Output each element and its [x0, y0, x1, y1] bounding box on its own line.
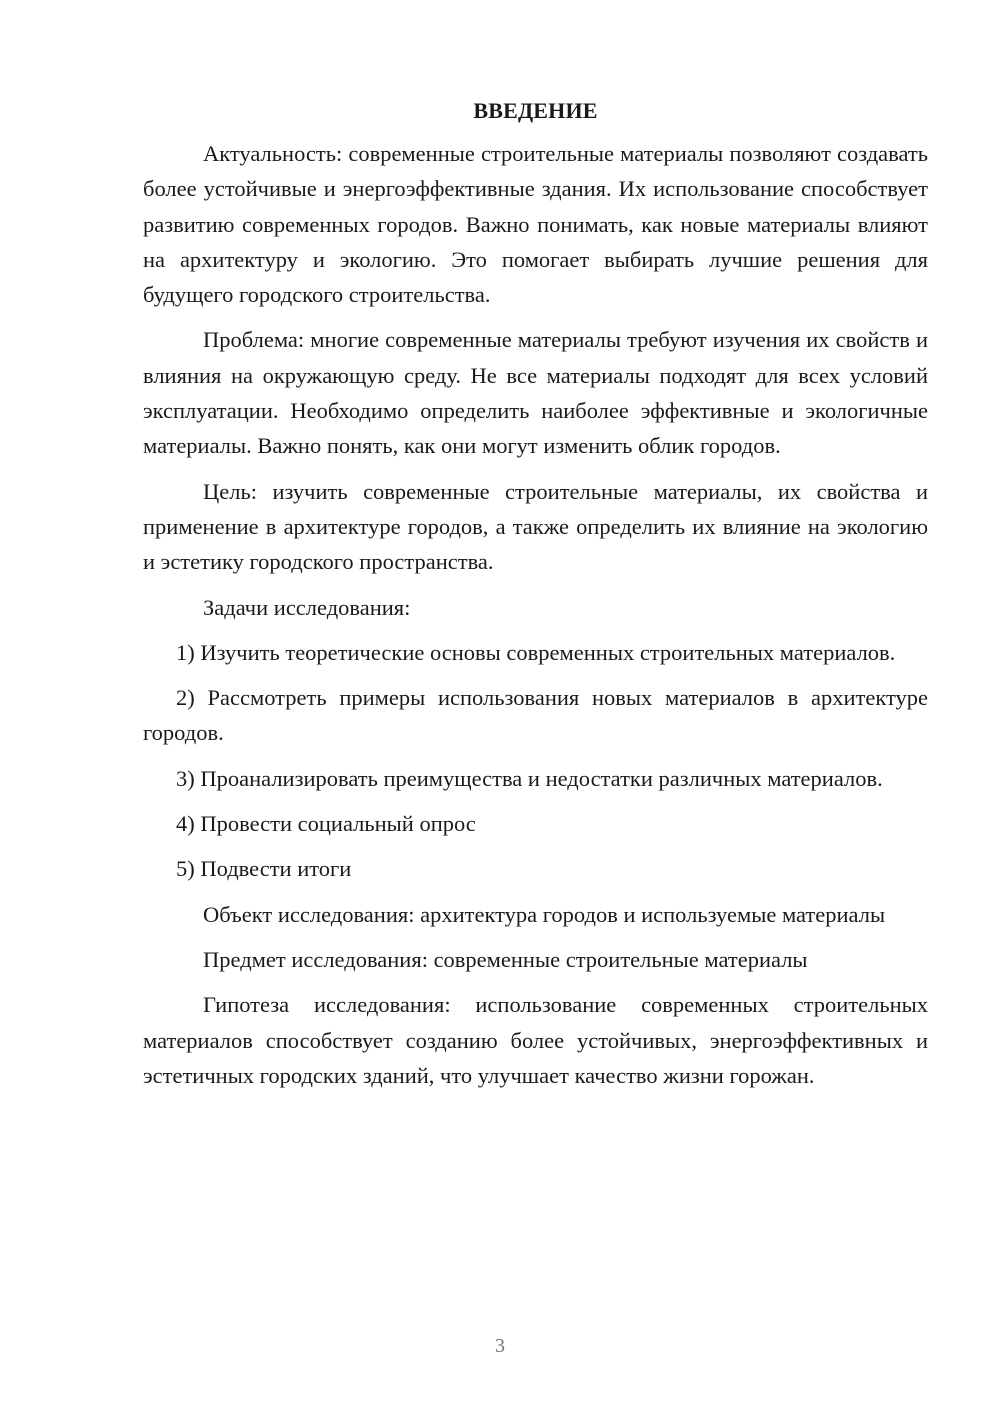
subject-paragraph: Предмет исследования: современные строительные материалы	[203, 946, 808, 972]
goal-paragraph: Цель: изучить современные строительные материалы, их свойства и применение в архитектуре городов, а также определить их влияние на экологию и эстетику городского пространства.	[143, 478, 928, 575]
relevance-paragraph: Актуальность: современные строительные материалы позволяют создавать более устойчивые и энергоэффективные здания. Их использование способствует развитию современных городов. Важно понимать, как новые материалы влияют на архитектуру и экологию. Это помогает выбирать лучшие решения для будущего городского строительства.	[143, 141, 928, 308]
task-item-1: 1) Изучить теоретические основы современных строительных материалов.	[176, 639, 896, 665]
hypothesis-paragraph: Гипотеза исследования: использование современных строительных материалов способствует созданию более устойчивых, энергоэффективных и эстетичных городских зданий, что улучшает качество жизни горожан.	[143, 992, 928, 1088]
task-item-4: 4) Провести социальный опрос	[176, 811, 476, 837]
task-item-5: 5) Подвести итоги	[176, 856, 352, 882]
page-number: 3	[495, 1335, 505, 1357]
object-paragraph: Объект исследования: архитектура городов и используемые материалы	[203, 901, 886, 927]
page-title: ВВЕДЕНИЕ	[473, 98, 598, 123]
page-content	[143, 93, 928, 1103]
problem-paragraph: Проблема: многие современные материалы требуют изучения их свойств и влияния на окружающую среду. Не все материалы подходят для всех условий эксплуатации. Необходимо определить наиболее эффективные и экологичные материалы. Важно понять, как они могут изменить облик городов.	[143, 327, 928, 459]
tasks-heading: Задачи исследования:	[203, 594, 411, 620]
task-item-2: 2) Рассмотреть примеры использования новых материалов в архитектуре городов.	[143, 685, 928, 746]
task-item-3: 3) Проанализировать преимущества и недостатки различных материалов.	[176, 765, 883, 791]
